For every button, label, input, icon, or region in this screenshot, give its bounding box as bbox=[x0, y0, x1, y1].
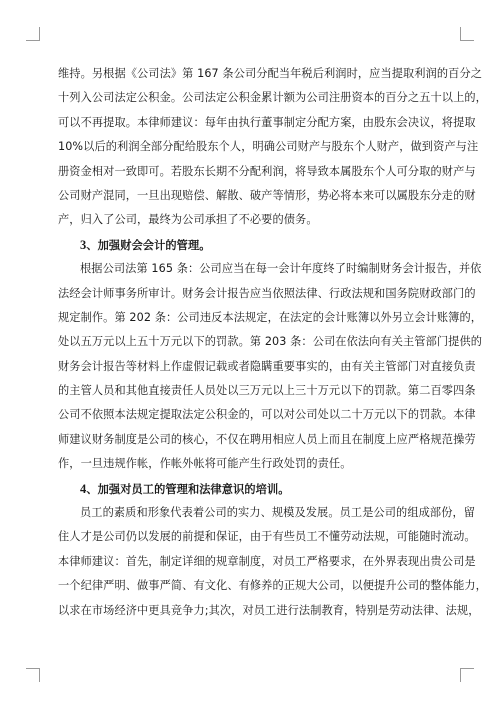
section-number: 3 bbox=[80, 237, 87, 252]
text-line: 法经会计师事务所审计。财务会计报告应当依照法律、行政法规和国务院财政部门的 bbox=[58, 286, 476, 300]
section-heading bbox=[58, 233, 444, 257]
crop-mark-top-left-h bbox=[26, 40, 40, 41]
section-number: 4 bbox=[80, 481, 87, 496]
text-line: 维持。另根据《公司法》第 167 条公司分配当年税后利润时，应当提取利润的百分之 bbox=[58, 67, 483, 80]
text-line: 住人才是公司仍以发展的前提和保证，由于有些员工不懂劳动法规，可能随时流动。 bbox=[58, 530, 476, 544]
text-line: 师建议财务制度是公司的核心，不仅在聘用相应人员上而且在制度上应严格规范操劳 bbox=[58, 432, 476, 446]
text-line: 一个纪律严明、做事严简、有文化、有修养的正规大公司，以便提升公司的整体能力， bbox=[58, 579, 487, 593]
text-line: 的主管人员和其他直接责任人员处以三万元以上三十万元以下的罚款。第二百零四条 bbox=[58, 384, 476, 398]
crop-mark-top-right-v bbox=[460, 27, 461, 41]
text-line: 以求在市场经济中更具竞争力;其次，对员工进行法制教育，特别是劳动法律、法规， bbox=[58, 603, 480, 617]
text-line: 10%以后的利润全部分配给股东个人，明确公司财产与股东个人财产，做到资产与注 bbox=[58, 140, 479, 154]
text-line: 财务会计报告等材料上作虚假记载或者隐瞒重要事实的，由有关主管部门对直接负责 bbox=[58, 359, 476, 373]
section-heading-text: 、加强对员工的管理和法律意识的培训。 bbox=[86, 482, 290, 496]
text-line: 十列入公司法定公积金。公司法定公积金累计额为公司注册资本的百分之五十以上的， bbox=[58, 91, 487, 105]
crop-mark-top-right-h bbox=[460, 40, 474, 41]
document-body bbox=[58, 62, 487, 623]
crop-mark-top-left-v bbox=[39, 27, 40, 41]
crop-mark-bottom-left-h bbox=[26, 668, 40, 669]
section-heading bbox=[58, 477, 444, 501]
text-line: 作，一旦违规作帐，作帐外帐将可能产生行政处罚的责任。 bbox=[58, 457, 352, 471]
text-line: 产，归入了公司，最终为公司承担了不必要的债务。 bbox=[58, 213, 318, 227]
text-line: 员工的素质和形象代表着公司的实力、规模及发展。员工是公司的组成部份，留 bbox=[80, 506, 476, 520]
text-line: 根据公司法第 165 条：公司应当在每一会计年度终了时编制财务会计报告，并依 bbox=[80, 262, 482, 276]
text-line: 本律师建议：首先，制定详细的规章制度，对员工严格要求，在外界表现出贵公司是 bbox=[58, 554, 476, 568]
text-line: 规定制作。第 202 条：公司违反本法规定，在法定的会计账簿以外另立会计账簿的， bbox=[58, 310, 483, 324]
section-heading-text: 、加强财会会计的管理。 bbox=[86, 238, 211, 252]
text-line: 册资金相对一致即可。若股东长期不分配利润，将导致本属股东个人可分取的财产与 bbox=[58, 164, 476, 178]
crop-mark-bottom-right-v bbox=[460, 668, 461, 682]
text-line: 公司财产混同，一旦出现赔偿、解散、破产等情形，势必将本来可以属股东分走的财 bbox=[58, 188, 476, 202]
crop-mark-bottom-left-v bbox=[39, 668, 40, 682]
text-line: 公司不依照本法规定提取法定公积金的，可以对公司处以二十万元以下的罚款。本律 bbox=[58, 408, 476, 422]
text-line: 可以不再提取。本律师建议：每年由执行董事制定分配方案，由股东会决议，将提取 bbox=[58, 115, 476, 129]
crop-mark-bottom-right-h bbox=[460, 668, 474, 669]
text-line: 处以五万元以上五十万元以下的罚款。第 203 条：公司在依法向有关主管部门提供的 bbox=[58, 335, 483, 349]
